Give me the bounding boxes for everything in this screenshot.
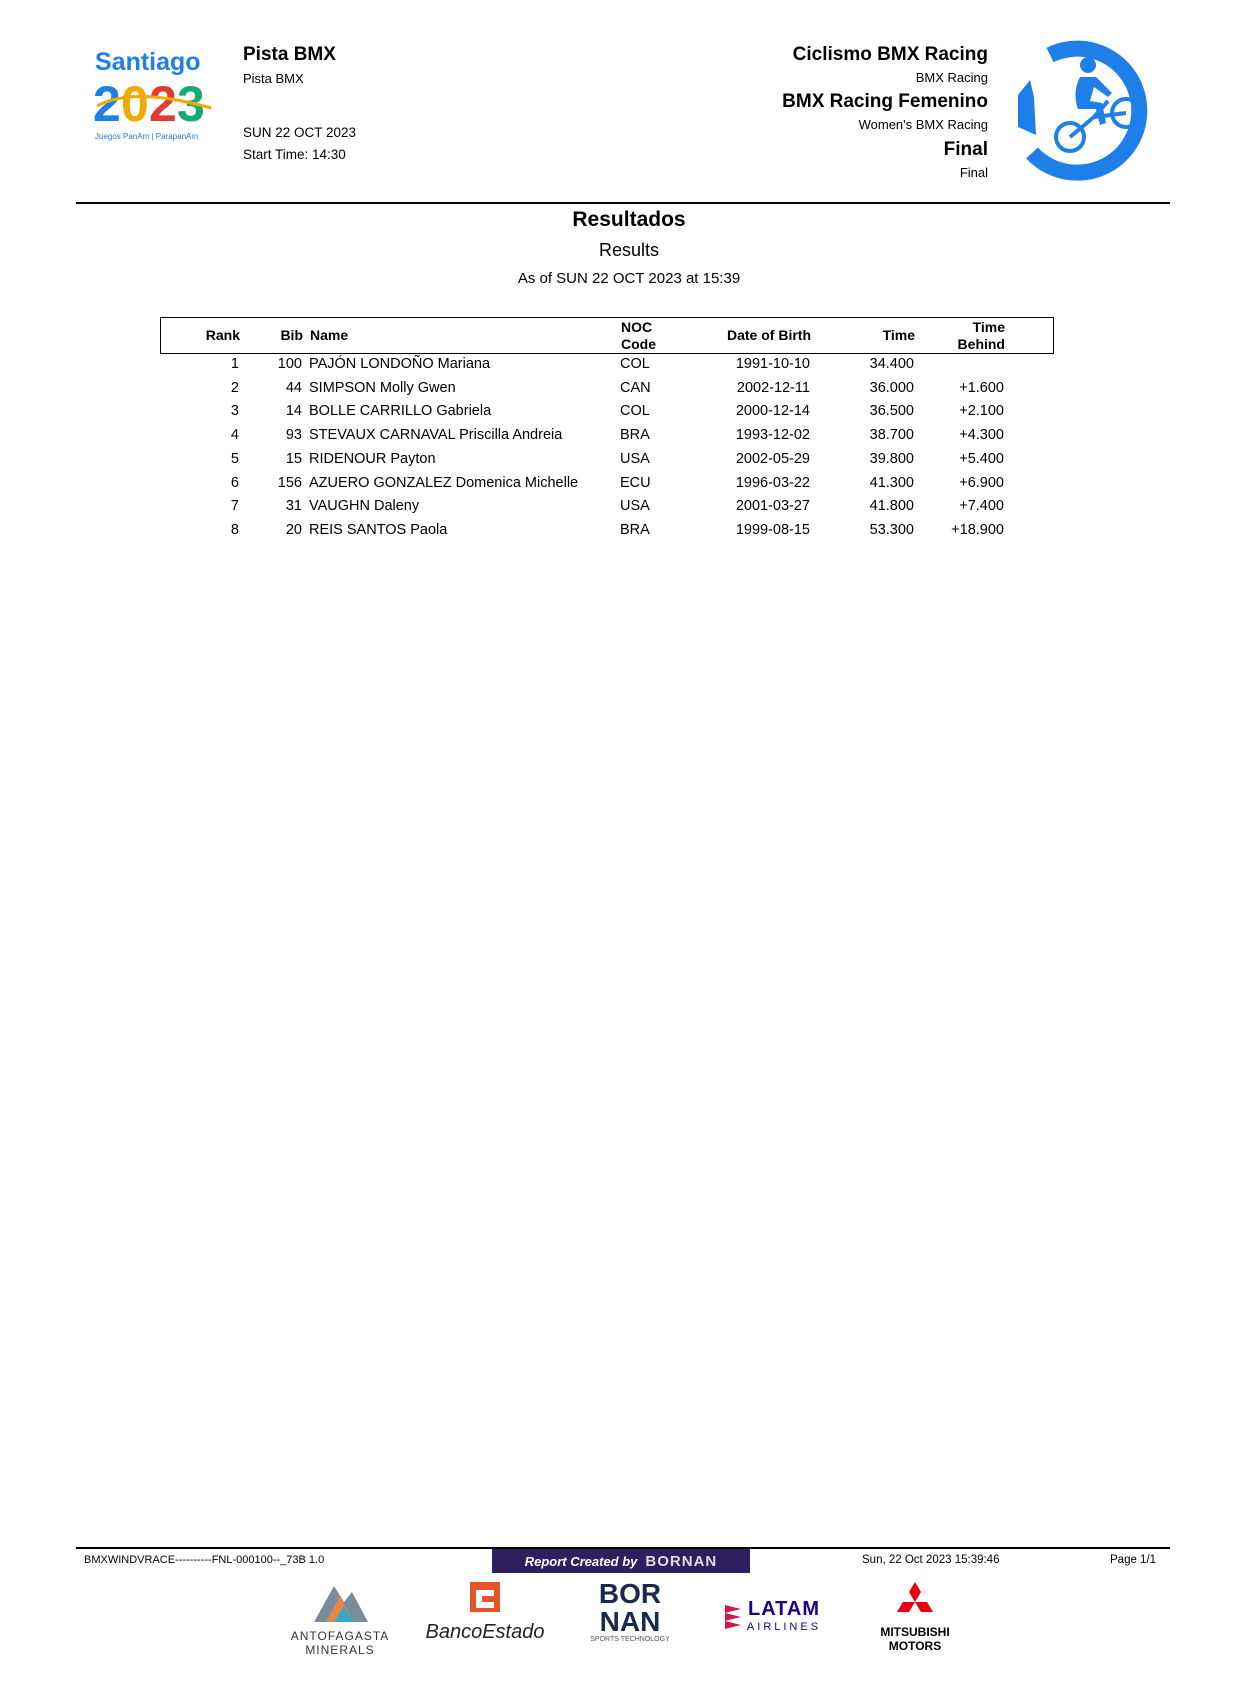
- cell-bib: 31: [285, 498, 302, 515]
- header-bib: Bib: [280, 327, 303, 343]
- report-created-badge: [492, 1549, 750, 1573]
- cell-noc: USA: [620, 450, 650, 467]
- cell-name: RIDENOUR Payton: [309, 450, 436, 467]
- cell-name: REIS SANTOS Paola: [309, 521, 448, 538]
- header-date-of-birth: Date of Birth: [727, 327, 811, 343]
- cell-rank: 7: [230, 498, 239, 515]
- sponsor-latam-logo: LATAM AIRLINES: [712, 1598, 832, 1684]
- cell-noc: ECU: [620, 474, 651, 491]
- svg-text:2: 2: [93, 76, 121, 132]
- sponsor-bancoestado-logo: BancoEstado: [420, 1580, 550, 1666]
- results-table-header: [160, 317, 1054, 354]
- cell-time: 36.500: [869, 403, 914, 420]
- cell-rank: 8: [230, 521, 239, 538]
- cell-name: SIMPSON Molly Gwen: [309, 379, 456, 396]
- cell-noc: CAN: [620, 379, 651, 396]
- cell-behind: +2.100: [959, 403, 1004, 420]
- cell-behind: +6.900: [959, 474, 1004, 491]
- event-subtitle: Women's BMX Racing: [858, 117, 988, 132]
- latam-mark-icon: [723, 1601, 743, 1631]
- cell-rank: 3: [230, 403, 239, 420]
- cell-behind: +1.600: [959, 379, 1004, 396]
- footer-timestamp: Sun, 22 Oct 2023 15:39:46: [862, 1554, 1000, 1566]
- start-time: Start Time: 14:30: [243, 147, 346, 162]
- sponsor-antofagasta-logo: ANTOFAGASTA MINERALS: [290, 1580, 390, 1666]
- badge-brand: BORNAN: [645, 1552, 718, 1570]
- cell-name: BOLLE CARRILLO Gabriela: [309, 403, 492, 420]
- sponsor-mitsubishi-logo: MITSUBISHI MOTORS: [865, 1580, 965, 1666]
- cell-noc: BRA: [620, 427, 650, 444]
- svg-text:Santiago: Santiago: [95, 48, 201, 76]
- cell-behind: +5.400: [959, 450, 1004, 467]
- mitsubishi-diamonds-icon: [895, 1580, 935, 1620]
- cell-noc: BRA: [620, 521, 650, 538]
- report-title: Resultados: [572, 208, 686, 231]
- cell-time: 41.800: [869, 498, 914, 515]
- as-of-timestamp: As of SUN 22 OCT 2023 at 15:39: [517, 270, 741, 287]
- cell-noc: USA: [620, 498, 650, 515]
- cell-behind: +18.900: [951, 521, 1004, 538]
- event-title: BMX Racing Femenino: [782, 91, 988, 112]
- cell-noc: COL: [620, 356, 650, 372]
- cell-time: 38.700: [869, 427, 914, 444]
- cell-rank: 4: [230, 427, 239, 444]
- cell-time: 41.300: [869, 474, 914, 491]
- event-date: SUN 22 OCT 2023: [243, 125, 357, 140]
- cell-dob: 1991-10-10: [735, 356, 810, 372]
- venue-subtitle: Pista BMX: [243, 71, 304, 86]
- header-rank: Rank: [205, 327, 240, 343]
- header-time: Time: [882, 327, 915, 343]
- bancoestado-mark-icon: [468, 1580, 502, 1614]
- logo-subtext: Juegos PanAm | ParapanAm: [95, 132, 199, 141]
- cell-dob: 1999-08-15: [735, 521, 810, 538]
- document-code: BMXWINDVRACE----------FNL-000100--_73B 1.0: [84, 1554, 325, 1566]
- phase-subtitle: Final: [959, 165, 988, 180]
- sponsor-bornan-logo: BOR NAN SPORTS TECHNOLOGY: [590, 1578, 670, 1643]
- cell-time: 36.000: [869, 379, 914, 396]
- cell-rank: 6: [230, 474, 239, 491]
- antofagasta-mark-icon: [310, 1580, 370, 1624]
- badge-text: Report Created by: [524, 1553, 638, 1569]
- cell-dob: 2002-05-29: [735, 450, 810, 467]
- header-divider: [76, 202, 1170, 204]
- discipline-title: Ciclismo BMX Racing: [792, 44, 988, 65]
- cell-bib: 20: [285, 521, 302, 538]
- cell-bib: 93: [285, 427, 302, 444]
- venue-title: Pista BMX: [243, 44, 336, 65]
- cell-behind: +7.400: [959, 498, 1004, 515]
- svg-text:3: 3: [177, 76, 205, 132]
- header-name: Name: [310, 327, 349, 343]
- cell-dob: 2002-12-11: [736, 379, 810, 396]
- cell-bib: 100: [277, 356, 302, 372]
- cell-bib: 156: [277, 474, 302, 491]
- cell-behind: +4.300: [959, 427, 1004, 444]
- header-noc: NOC Code: [621, 319, 656, 352]
- svg-text:0: 0: [121, 76, 149, 132]
- cell-name: AZUERO GONZALEZ Domenica Michelle: [309, 474, 579, 491]
- page-number: Page 1/1: [1110, 1554, 1157, 1566]
- bmx-cyclist-icon: [1010, 35, 1166, 183]
- cell-rank: 1: [230, 356, 239, 372]
- santiago-2023-logo: [93, 46, 215, 146]
- cell-dob: 1996-03-22: [735, 474, 810, 491]
- cell-time: 34.400: [869, 356, 914, 372]
- cell-bib: 15: [285, 450, 302, 467]
- cell-name: STEVAUX CARNAVAL Priscilla Andreia: [309, 427, 563, 444]
- cell-dob: 2001-03-27: [735, 498, 810, 515]
- svg-text:2: 2: [149, 76, 177, 132]
- cell-time: 39.800: [869, 450, 914, 467]
- cell-bib: 44: [285, 379, 302, 396]
- cell-name: PAJÓN LONDOÑO Mariana: [309, 356, 491, 372]
- phase-title: Final: [943, 139, 988, 160]
- discipline-subtitle: BMX Racing: [915, 70, 988, 85]
- cell-time: 53.300: [869, 521, 914, 538]
- cell-bib: 14: [285, 403, 302, 420]
- report-subtitle: Results: [598, 240, 660, 260]
- cell-noc: COL: [620, 403, 650, 420]
- cell-rank: 2: [230, 379, 239, 396]
- cell-dob: 1993-12-02: [735, 427, 810, 444]
- cell-dob: 2000-12-14: [735, 403, 810, 420]
- header-time-behind: Time Behind: [957, 319, 1005, 352]
- cell-rank: 5: [230, 450, 239, 467]
- cell-name: VAUGHN Daleny: [309, 498, 420, 515]
